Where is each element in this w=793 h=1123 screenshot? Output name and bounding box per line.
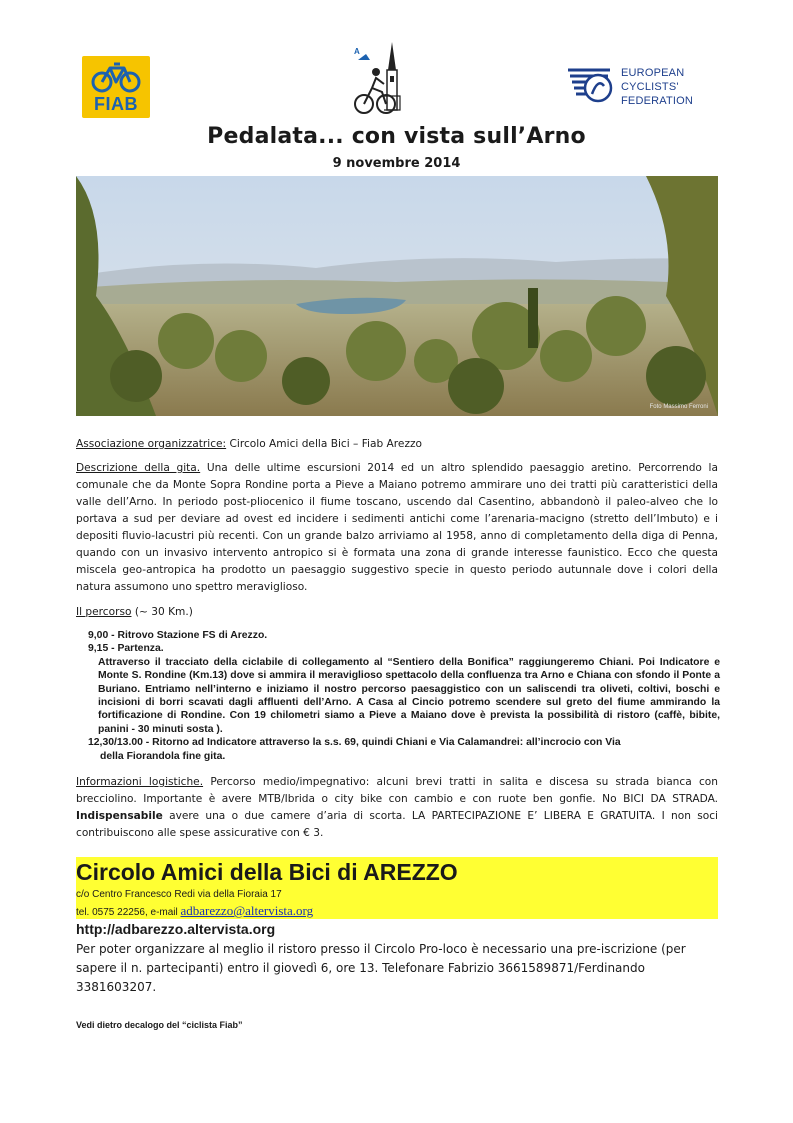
route-distance: (~ 30 Km.) bbox=[134, 606, 193, 618]
event-date: 9 novembre 2014 bbox=[332, 156, 461, 171]
club-name: Circolo Amici della Bici di AREZZO bbox=[76, 859, 458, 885]
itinerary bbox=[88, 629, 720, 763]
route-heading bbox=[76, 604, 718, 621]
ecf-line-1: EUROPEAN bbox=[621, 67, 685, 79]
itinerary-step: 9,15 - Partenza. bbox=[88, 643, 164, 655]
itinerary-step: Attraverso il tracciato della ciclabile di collegamento al “Sentiero della Bonifica” raggiungeremo Chiani. Poi Indicatore e Monte S. Rondine (Km.13) dove si ammira il meraviglioso spettacolo della confluenza tra Arno e Chiana con sfondo il Ponte a Buriano. Entriamo nell’interno e iniziamo il nostro percorso paesaggistico con un saliscendi tra oliveti, coltivi, boschi e incisioni di borri scavati dagli affluenti dell’Arno. A Casa al Cincio potremo scendere sul greto del fiume ammirando la fortificazione di Rondine. Con 19 chilometri siamo a Pieve a Maiano dove è prevista la possibilità di ristoro (caffè, bibite, panini - 30 minuti sosta ). bbox=[98, 656, 720, 735]
logistics-label: Informazioni logistiche. bbox=[76, 776, 204, 788]
ecf-emblem-icon bbox=[566, 64, 616, 108]
club-contact-box bbox=[76, 857, 718, 919]
page-title: Pedalata... con vista sull’Arno bbox=[207, 124, 586, 149]
photo-credit: Foto Massimo Ferroni bbox=[649, 404, 708, 410]
route-label: Il percorso bbox=[76, 606, 132, 618]
club-email-link[interactable]: adbarezzo@altervista.org bbox=[180, 903, 314, 918]
logistics-text-1: Percorso medio/impegnativo: alcuni brevi tratti in salita e discesa su strada bianca con brecciolino. Importante è avere MTB/Ibrida o city bike con cambio e con ruote ben gonfie. No BICI DA STRADA. bbox=[76, 776, 718, 805]
logistics-paragraph bbox=[76, 774, 718, 842]
ecf-logo bbox=[566, 64, 706, 112]
organizer-value: Circolo Amici della Bici – Fiab Arezzo bbox=[229, 438, 423, 450]
club-address: c/o Centro Francesco Redi via della Fioraia 17 bbox=[76, 889, 282, 900]
logistics-bold: Indispensabile bbox=[76, 810, 163, 822]
preregistration-note: Per poter organizzare al meglio il ristoro presso il Circolo Pro-loco è necessario una pre-iscrizione (per sapere il n. partecipanti) entro il giovedì 6, ore 13. Telefonare Fabrizio 3661589871/Ferdinando 3381603207. bbox=[76, 942, 686, 994]
website-link[interactable]: http://adbarezzo.altervista.org bbox=[76, 921, 276, 937]
organizer-label: Associazione organizzatrice: bbox=[76, 438, 227, 450]
organizer-line bbox=[76, 436, 718, 453]
ecf-line-2: CYCLISTS' bbox=[621, 81, 679, 93]
itinerary-step: della Fiorandola fine gita. bbox=[100, 750, 226, 762]
panorama-photo bbox=[76, 176, 718, 416]
description-label: Descrizione della gita. bbox=[76, 462, 201, 474]
description-paragraph bbox=[76, 460, 718, 596]
fiab-logo bbox=[82, 56, 150, 118]
landscape-image bbox=[76, 176, 718, 416]
club-logo bbox=[350, 40, 422, 116]
ecf-line-3: FEDERATION bbox=[621, 95, 694, 107]
cyclist-tower-icon bbox=[350, 40, 422, 116]
itinerary-step: 12,30/13.00 - Ritorno ad Indicatore attraverso la s.s. 69, quindi Chiani e Via Calamandrei: all’incrocio con Via bbox=[88, 737, 621, 749]
fiab-wordmark: FIAB bbox=[94, 94, 138, 114]
bicycle-icon bbox=[90, 60, 142, 94]
ecf-wordmark bbox=[621, 66, 693, 108]
svg-text:A: A bbox=[354, 47, 360, 56]
itinerary-step: 9,00 - Ritrovo Stazione FS di Arezzo. bbox=[88, 630, 268, 641]
club-contact bbox=[76, 903, 313, 919]
footer-note: Vedi dietro decalogo del “ciclista Fiab” bbox=[76, 1020, 243, 1030]
description-text: Una delle ultime escursioni 2014 ed un altro splendido paesaggio aretino. Percorrendo la comunale che da Monte Sopra Rondine porta a Pieve a Maiano potremo ammirare uno dei tratti più caratteristici della valle dell’Arno. In periodo post-pliocenico il fiume toscano, uscendo dal Casentino, abbandonò il paleo-alveo che lo portava a sud per deviare ad ovest ed incidere i sedimenti antichi come l’arenaria-macigno (stretto dell’Imbuto) e i depositi fluvio-lacustri più recenti. Con un grande balzo arriviamo al 1958, anno di completamento della diga di Penna, quando con un invasivo intervento antropico si è formata una zona di grande interesse faunistico. Ecco che questa miscela geo-antropica ha prodotto un paesaggio suggestivo specie in questo periodo autunnale dove i colori della natura assumono uno spettro meraviglioso. bbox=[76, 462, 718, 593]
club-phone: tel. 0575 22256, e-mail bbox=[76, 907, 178, 918]
logistics-text-2: avere una o due camere d’aria di scorta. LA PARTECIPAZIONE E’ LIBERA E GRATUITA. I non soci contribuiscono alle spese assicurative con € 3. bbox=[76, 810, 718, 839]
